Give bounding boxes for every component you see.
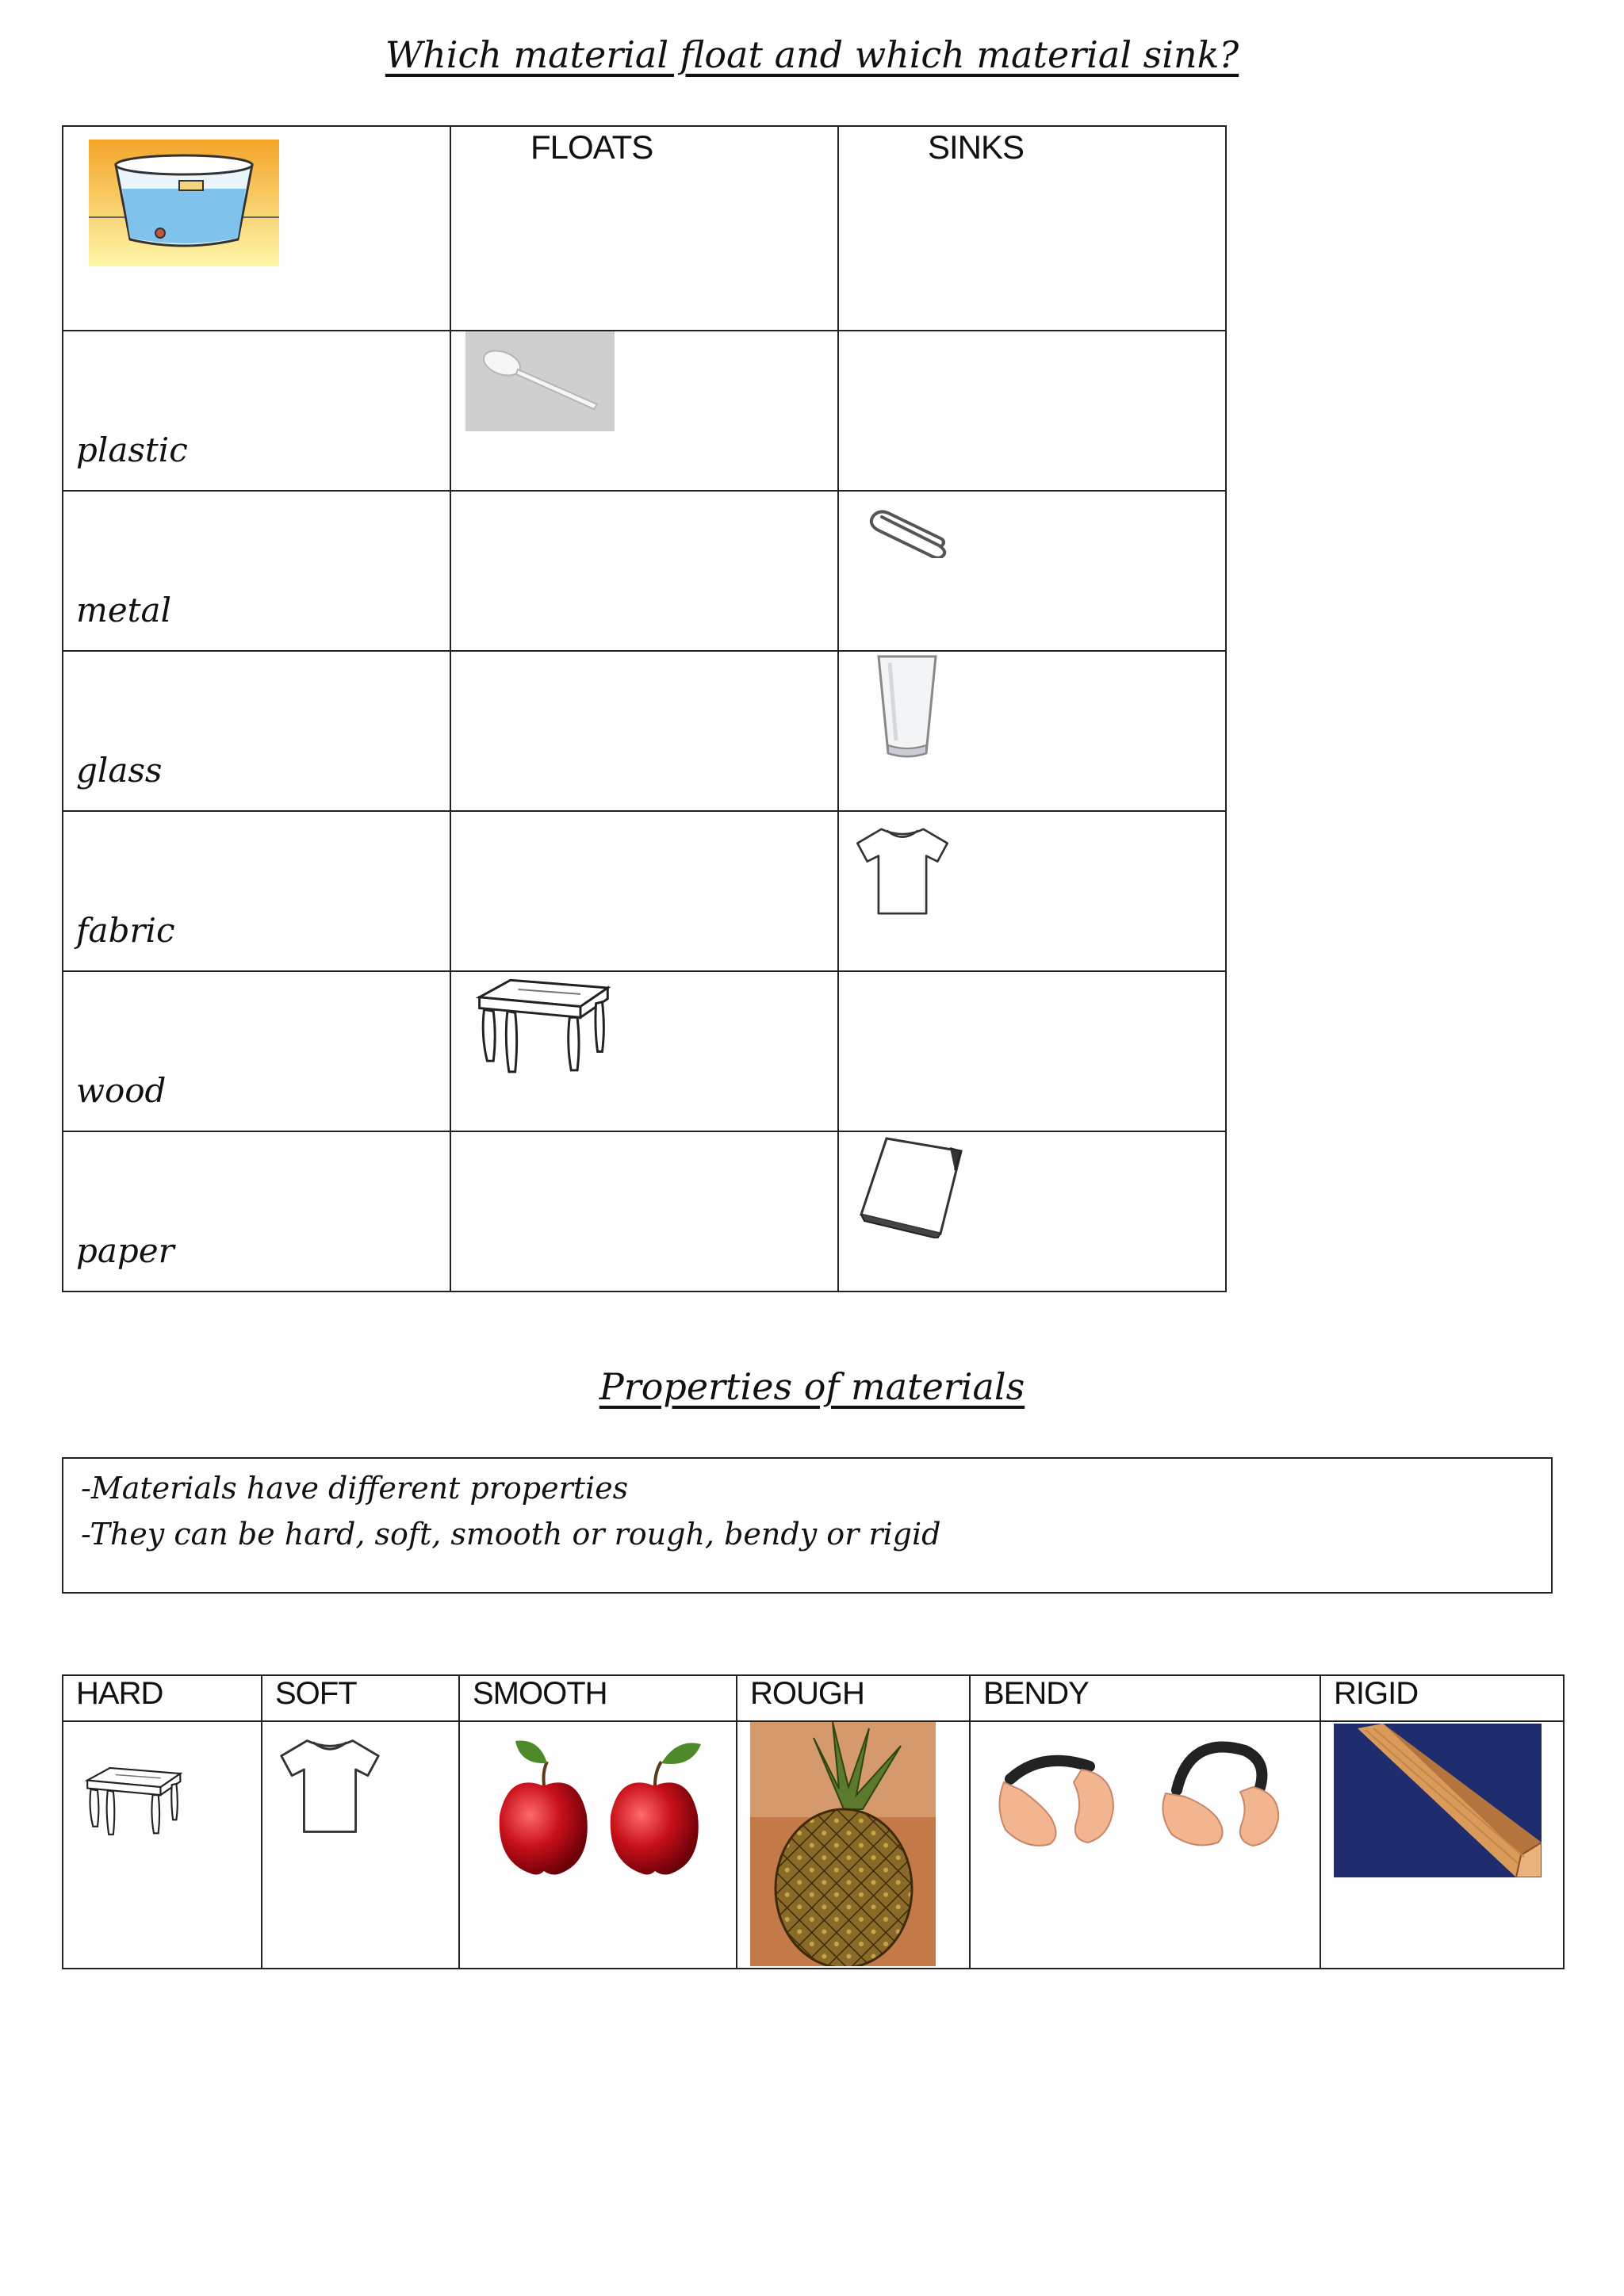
wood-plank-icon	[1334, 1724, 1542, 1877]
property-label-rough: ROUGH	[737, 1675, 970, 1721]
material-label: paper	[76, 1231, 174, 1270]
floats-header-cell	[450, 126, 838, 331]
table-row	[63, 1131, 1226, 1292]
material-label: glass	[76, 751, 163, 790]
properties-title: Properties of materials	[599, 1365, 1025, 1408]
table-row	[63, 651, 1226, 811]
properties-header-row	[63, 1675, 1564, 1721]
glass-cup-icon	[874, 653, 940, 761]
floats-cell	[450, 651, 838, 811]
sinks-header-cell	[838, 126, 1226, 331]
water-bowl-icon	[87, 138, 281, 271]
material-cell	[63, 331, 450, 491]
paper-sheet-icon	[855, 1135, 966, 1238]
table-row	[63, 491, 1226, 651]
worksheet-title: Which material float and which material sink?	[385, 33, 1239, 76]
soft-cell	[262, 1721, 459, 1969]
rough-cell	[737, 1721, 970, 1969]
sinks-cell	[838, 811, 1226, 971]
properties-image-row	[63, 1721, 1564, 1969]
table-row	[63, 971, 1226, 1131]
floats-cell	[450, 331, 838, 491]
property-label-smooth: SMOOTH	[459, 1675, 737, 1721]
material-cell	[63, 491, 450, 651]
float-sink-table	[62, 125, 1227, 1292]
floats-header: FLOATS	[530, 128, 653, 166]
property-label-rigid: RIGID	[1320, 1675, 1564, 1721]
spoon-icon	[465, 331, 615, 431]
floats-cell	[450, 1131, 838, 1292]
material-cell	[63, 811, 450, 971]
smooth-cell	[459, 1721, 737, 1969]
paperclip-icon	[866, 506, 953, 558]
material-cell	[63, 651, 450, 811]
floats-cell	[450, 971, 838, 1131]
sinks-cell	[838, 331, 1226, 491]
water-bowl-cell	[63, 126, 450, 331]
tshirt-icon	[277, 1732, 383, 1841]
tshirt-icon	[853, 820, 952, 923]
sinks-cell	[838, 651, 1226, 811]
definition-box	[62, 1457, 1553, 1594]
material-label: plastic	[76, 430, 188, 469]
material-label: fabric	[76, 911, 175, 950]
sinks-cell	[838, 971, 1226, 1131]
hard-cell	[63, 1721, 262, 1969]
property-label-bendy: BENDY	[970, 1675, 1320, 1721]
definition-line: -Materials have different properties	[81, 1471, 629, 1506]
material-cell	[63, 1131, 450, 1292]
apples-icon	[492, 1736, 715, 1882]
material-label: metal	[76, 591, 172, 629]
bendy-cell	[970, 1721, 1320, 1969]
properties-table	[62, 1674, 1565, 1969]
sinks-cell	[838, 1131, 1226, 1292]
sinks-cell	[838, 491, 1226, 651]
material-cell	[63, 971, 450, 1131]
table-row	[63, 811, 1226, 971]
table-icon	[76, 1763, 189, 1843]
definition-line: -They can be hard, soft, smooth or rough, bendy or rigid	[81, 1517, 941, 1552]
table-icon	[464, 974, 619, 1083]
bending-hands-icon	[1158, 1735, 1285, 1854]
table-header-row	[63, 126, 1226, 331]
pineapple-icon	[750, 1722, 936, 1966]
property-label-hard: HARD	[63, 1675, 262, 1721]
material-label: wood	[76, 1071, 167, 1110]
property-label-soft: SOFT	[262, 1675, 459, 1721]
floats-cell	[450, 811, 838, 971]
bending-hands-icon	[994, 1743, 1121, 1854]
table-row	[63, 331, 1226, 491]
floats-cell	[450, 491, 838, 651]
rigid-cell	[1320, 1721, 1564, 1969]
sinks-header: SINKS	[928, 128, 1025, 166]
